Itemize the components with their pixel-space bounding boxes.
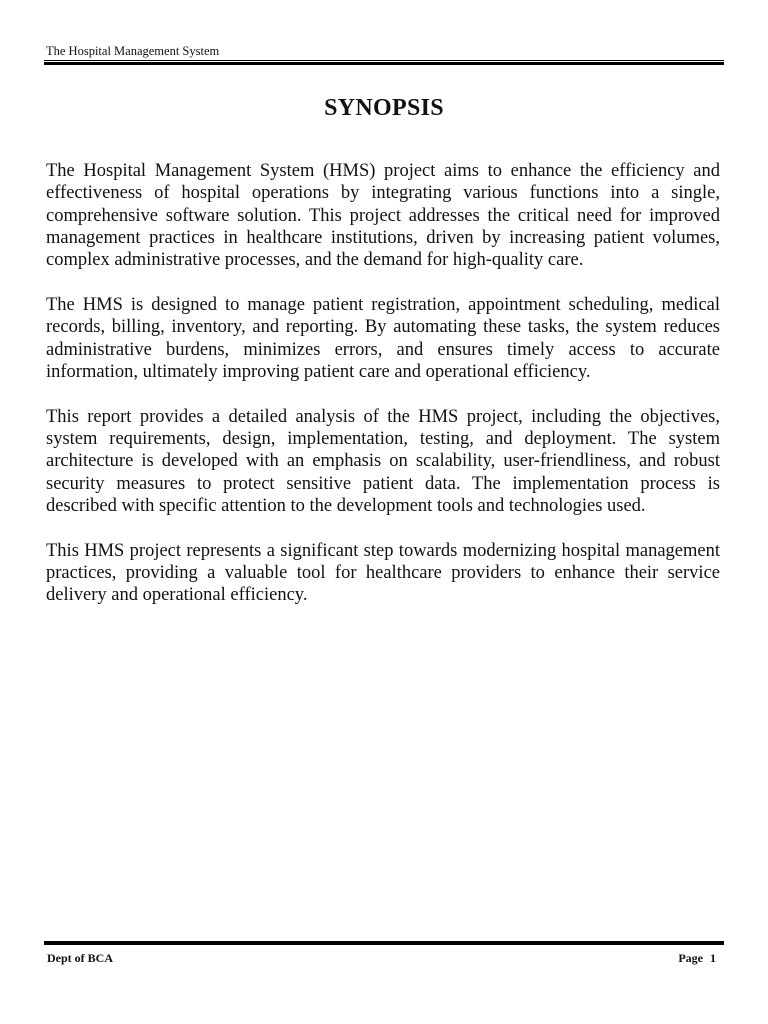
document-body <box>46 160 720 629</box>
paragraph-2: The HMS is designed to manage patient registration, appointment scheduling, medical records, billing, inventory, and reporting. By automating these tasks, the system reduces administrative burdens, minimizes errors, and ensures timely access to accurate information, ultimately improving patient care and operational efficiency. <box>46 294 720 382</box>
paragraph-1: The Hospital Management System (HMS) project aims to enhance the efficiency and effectiveness of hospital operations by integrating various functions into a single, comprehensive software solution. This project addresses the critical need for improved management practices in healthcare institutions, driven by increasing patient volumes, complex administrative processes, and the demand for high-quality care. <box>46 161 720 271</box>
header-divider-thick <box>44 62 724 65</box>
footer-department: Dept of BCA <box>47 951 113 965</box>
header-divider-thin <box>44 60 724 61</box>
paragraph-3: This report provides a detailed analysis of the HMS project, including the objectives, system requirements, design, implementation, testing, and deployment. The system architecture is developed with an emphasis on scalability, user-friendliness, and robust security measures to protect sensitive patient data. The implementation process is described with specific attention to the development tools and technologies used. <box>46 406 720 516</box>
footer-divider <box>44 941 724 945</box>
page-number: Page 1 <box>678 951 716 965</box>
running-header: The Hospital Management System <box>46 44 220 58</box>
page-title: SYNOPSIS <box>324 95 444 121</box>
paragraph-4: This HMS project represents a significant step towards modernizing hospital management practices, providing a valuable tool for healthcare providers to enhance their service delivery and operational efficiency. <box>46 540 720 606</box>
